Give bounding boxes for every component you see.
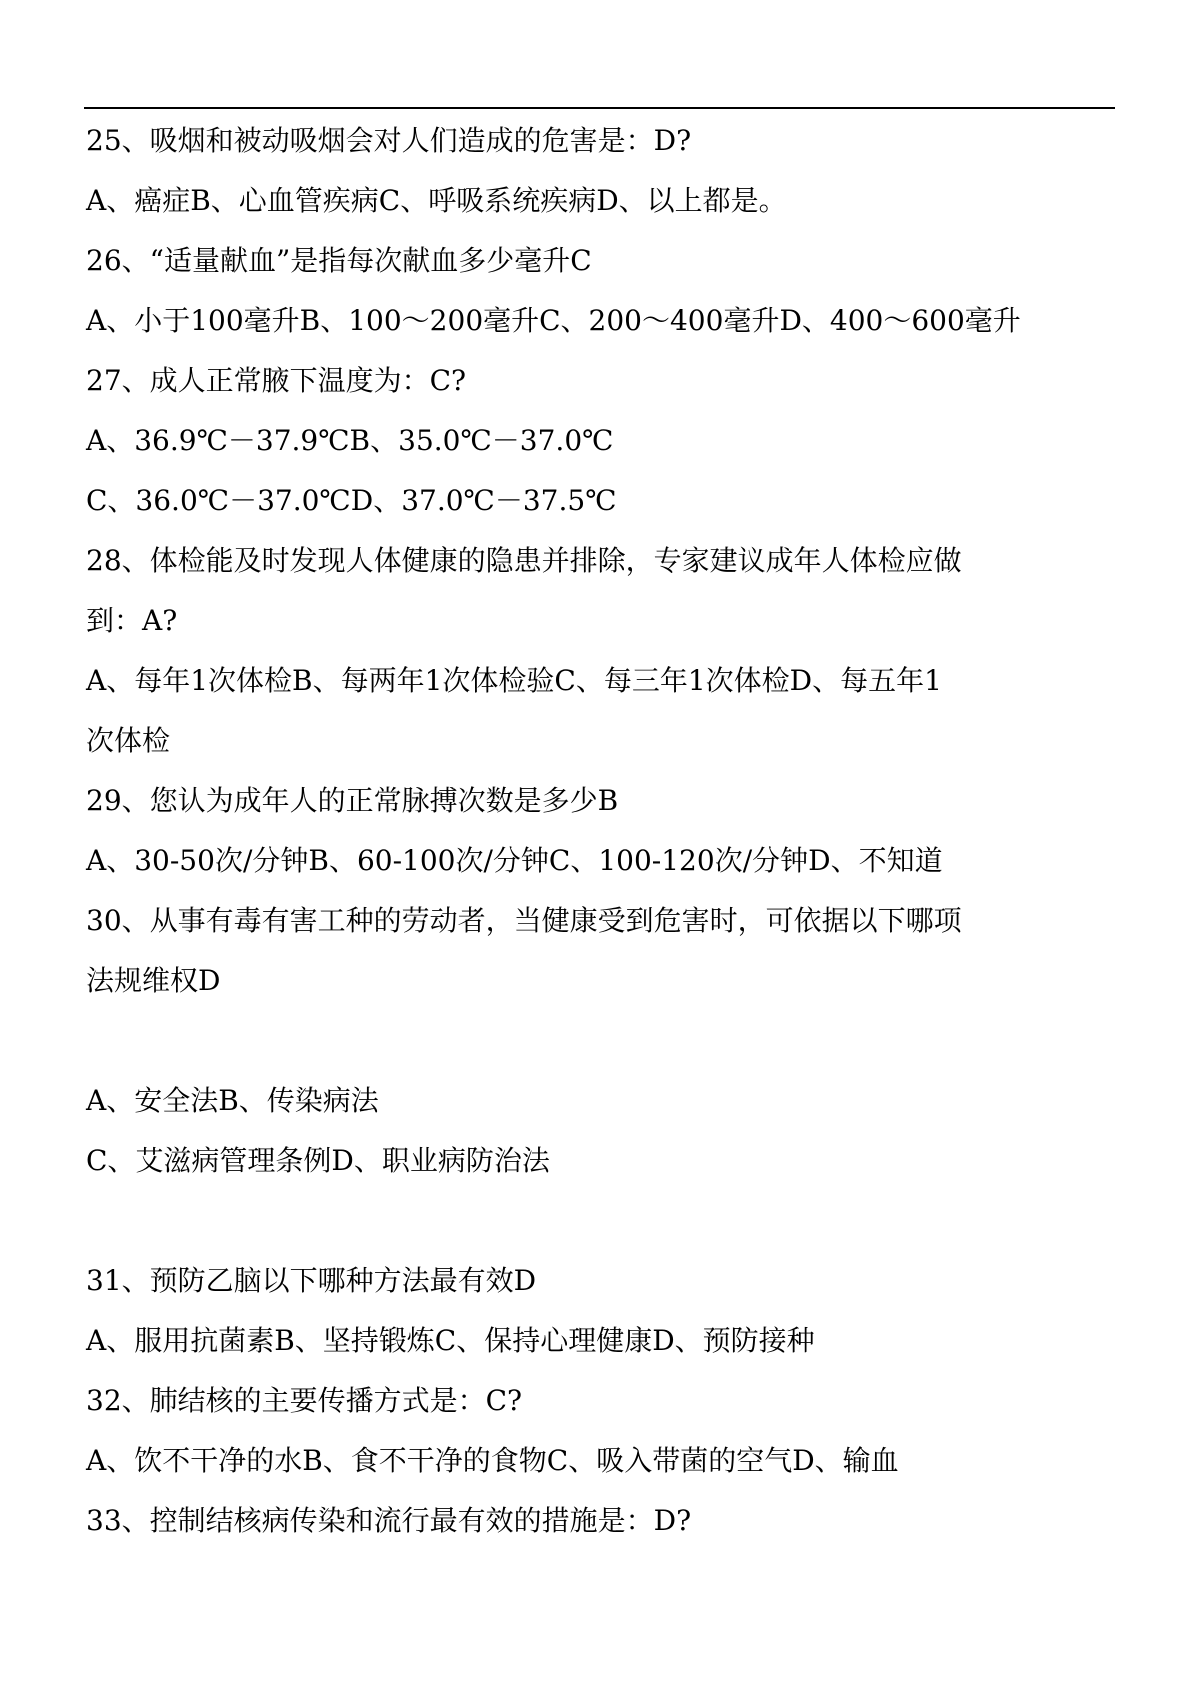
question-33: 33、控制结核病传染和流行最有效的措施是：D? bbox=[86, 1504, 692, 1537]
options-29: A、30-50次/分钟B、60-100次/分钟C、100-120次/分钟D、不知道 bbox=[86, 844, 943, 877]
question-29: 29、您认为成年人的正常脉搏次数是多少B bbox=[86, 784, 619, 817]
options-27-cd: C、36.0℃－37.0℃D、37.0℃－37.5℃ bbox=[86, 484, 617, 517]
question-25: 25、吸烟和被动吸烟会对人们造成的危害是：D? bbox=[86, 124, 692, 157]
blank-line bbox=[86, 1011, 1116, 1071]
question-30: 30、从事有毒有害工种的劳动者，当健康受到危害时，可依据以下哪项 bbox=[86, 904, 962, 937]
question-32: 32、肺结核的主要传播方式是：C? bbox=[86, 1384, 523, 1417]
options-27-ab: A、36.9℃－37.9℃B、35.0℃－37.0℃ bbox=[86, 424, 614, 457]
options-31: A、服用抗菌素B、坚持锻炼C、保持心理健康D、预防接种 bbox=[86, 1324, 815, 1357]
question-27: 27、成人正常腋下温度为：C? bbox=[86, 364, 467, 397]
question-31: 31、预防乙脑以下哪种方法最有效D bbox=[86, 1264, 537, 1297]
question-list bbox=[86, 111, 1116, 1551]
options-30-cd: C、艾滋病管理条例D、职业病防治法 bbox=[86, 1144, 550, 1177]
header-rule bbox=[84, 107, 1115, 109]
question-28: 28、体检能及时发现人体健康的隐患并排除，专家建议成年人体检应做 bbox=[86, 544, 962, 577]
options-28-cont: 次体检 bbox=[86, 724, 171, 757]
options-26: A、小于100毫升B、100～200毫升C、200～400毫升D、400～600毫升 bbox=[86, 304, 1021, 337]
options-28: A、每年1次体检B、每两年1次体检验C、每三年1次体检D、每五年1 bbox=[86, 664, 942, 697]
options-32: A、饮不干净的水B、食不干净的食物C、吸入带菌的空气D、输血 bbox=[86, 1444, 899, 1477]
question-26: 26、“适量献血”是指每次献血多少毫升C bbox=[86, 244, 592, 277]
options-30-ab: A、安全法B、传染病法 bbox=[86, 1084, 379, 1117]
question-30-cont: 法规维权D bbox=[86, 964, 221, 997]
blank-line bbox=[86, 1191, 1116, 1251]
question-28-cont: 到：A? bbox=[86, 604, 178, 637]
options-25: A、癌症B、心血管疾病C、呼吸系统疾病D、以上都是。 bbox=[86, 184, 787, 217]
